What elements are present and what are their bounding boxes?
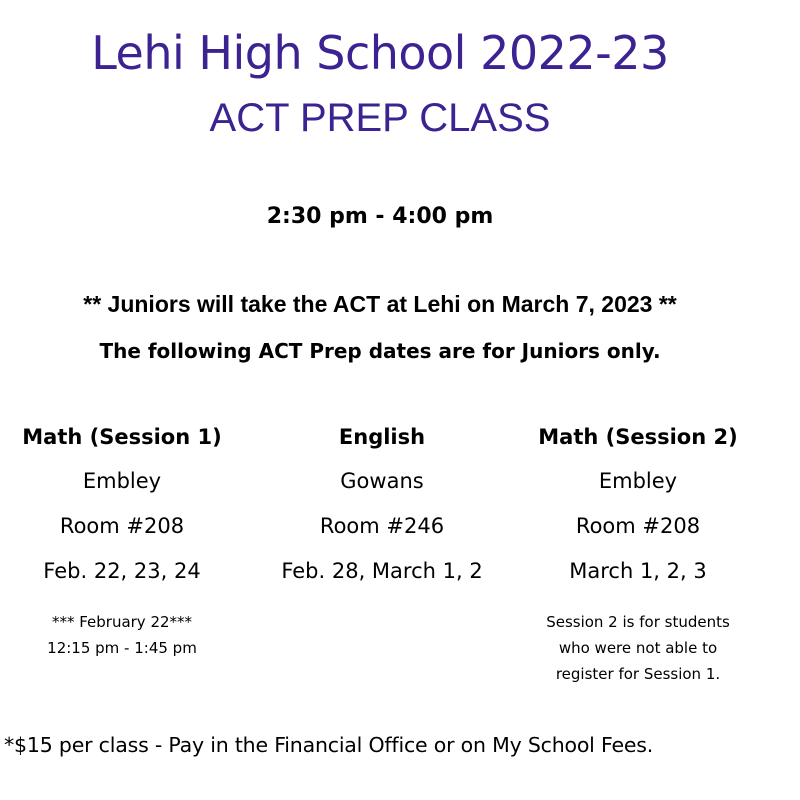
session-note bbox=[508, 609, 768, 687]
fee-note: *$15 per class - Pay in the Financial Office or on My School Fees. bbox=[4, 733, 654, 757]
session-heading: English bbox=[338, 425, 426, 449]
juniors-only-notice: The following ACT Prep dates are for Juniors only. bbox=[99, 339, 661, 363]
class-time: 2:30 pm - 4:00 pm bbox=[266, 204, 494, 229]
session-note-line: register for Session 1. bbox=[555, 665, 721, 683]
page-subtitle: ACT PREP CLASS bbox=[209, 96, 551, 140]
session-heading: Math (Session 2) bbox=[538, 425, 738, 449]
session-note-line: Session 2 is for students bbox=[546, 613, 730, 631]
session-note-line: *** February 22*** bbox=[51, 613, 193, 631]
session-note-line: 12:15 pm - 1:45 pm bbox=[47, 639, 197, 657]
session-room: Room #208 bbox=[575, 514, 701, 538]
session-dates: March 1, 2, 3 bbox=[569, 559, 707, 583]
session-column-english bbox=[252, 420, 512, 599]
session-heading: Math (Session 1) bbox=[22, 425, 222, 449]
session-dates: Feb. 28, March 1, 2 bbox=[281, 559, 483, 583]
session-room: Room #246 bbox=[319, 514, 445, 538]
session-teacher: Embley bbox=[598, 469, 678, 493]
page-title: Lehi High School 2022-23 bbox=[91, 26, 669, 80]
session-note bbox=[0, 609, 252, 661]
session-teacher: Gowans bbox=[340, 469, 424, 493]
session-room: Room #208 bbox=[59, 514, 185, 538]
session-column-math-2 bbox=[508, 420, 768, 687]
session-note-line: who were not able to bbox=[558, 639, 718, 657]
session-column-math-1 bbox=[0, 420, 252, 661]
session-teacher: Embley bbox=[82, 469, 162, 493]
session-dates: Feb. 22, 23, 24 bbox=[43, 559, 201, 583]
act-date-notice: ** Juniors will take the ACT at Lehi on March 7, 2023 ** bbox=[83, 291, 677, 317]
